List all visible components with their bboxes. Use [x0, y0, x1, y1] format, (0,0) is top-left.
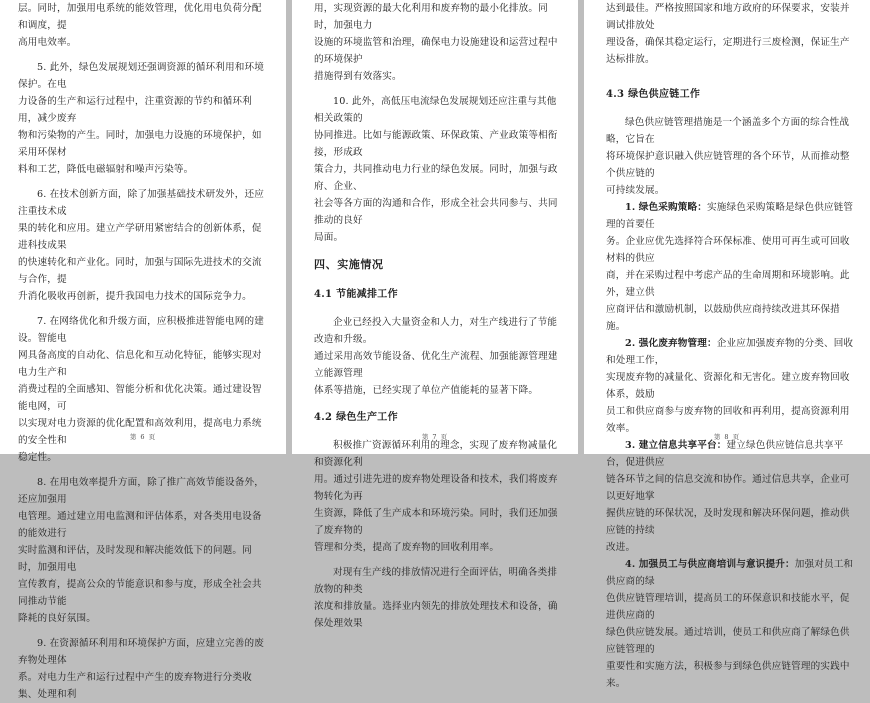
paragraph-gap — [314, 306, 564, 314]
text-line: 管理和分类，提高了废弃物的回收利用率。 — [314, 542, 500, 553]
text-line: 力设备的生产和运行过程中，注重资源的节约和循环利用，减少废弃 — [18, 96, 252, 124]
paragraph-gap — [314, 399, 564, 407]
text-line: 务。企业应优先选择符合环保标准、使用可再生或可回收材料的供应 — [606, 236, 850, 264]
page-number: 第 8 页 — [713, 433, 741, 441]
item-lead-label: 4. 加强员工与供应商培训与意识提升： — [625, 559, 795, 570]
paragraph-first-line: 8. 在用电效率提升方面，除了推广高效节能设备外，还应加强用 — [18, 477, 265, 505]
text-line: 商，并在采购过程中考虑产品的生命周期和环境影响。此外，建立供 — [606, 270, 850, 298]
page-body — [314, 0, 564, 632]
text-line: 果的转化和应用。建立产学研用紧密结合的创新体系，促进科技成果 — [18, 223, 262, 251]
text-line: 降耗的良好氛围。 — [18, 613, 96, 624]
paragraph-gap — [606, 76, 856, 84]
item-lead-label: 2. 强化废弃物管理： — [625, 338, 717, 349]
paragraph-first-line: 9. 在资源循环利用和环境保护方面，应建立完善的废弃物处理体 — [18, 638, 265, 666]
text-line: 通过采用高效节能设备、优化生产流程、加强能源管理建立能源管理 — [314, 351, 558, 379]
text-line: 绿色供应链发展。通过培训，使员工和供应商了解绿色供应链管理的 — [606, 627, 850, 655]
subsection-heading: 4.1 节能减排工作 — [314, 289, 398, 300]
text-line: 策合力，共同推动电力行业的绿色发展。同时，加强与政府、企业、 — [314, 164, 558, 192]
text-line: 稳定性。 — [18, 452, 57, 463]
paragraph-gap — [606, 106, 856, 114]
page-body — [606, 0, 856, 692]
text-line: 达到最佳。严格按照国家和地方政府的环保要求，安装并调试排放处 — [606, 3, 850, 31]
numbered-item-line — [606, 437, 856, 471]
numbered-item-line — [606, 199, 856, 233]
text-line: 实现废弃物的减量化、资源化和无害化。建立废弃物回收体系，鼓励 — [606, 372, 850, 400]
paragraph-gap — [18, 627, 264, 635]
text-line: 物和污染物的产生。同时，加强电力设施的环境保护，如采用环保材 — [18, 130, 262, 158]
text-line: 电管理。通过建立用电监测和评估体系，对各类用电设备的能效进行 — [18, 511, 262, 539]
document-page-8 — [584, 0, 870, 689]
subsection-heading: 4.3 绿色供应链工作 — [606, 89, 701, 100]
text-line: 系。对电力生产和运行过程中产生的废弃物进行分类收集、处理和利 — [18, 672, 252, 700]
text-line: 消费过程的全面感知、智能分析和优化决策。通过建设智能电网，可 — [18, 384, 262, 412]
numbered-item-line — [606, 556, 856, 590]
paragraph-first-line: 10. 此外，高低压电流绿色发展规划还应注重与其他相关政策的 — [314, 96, 557, 124]
item-text: 建立绿色供应链信息共享平台，促进供应 — [606, 440, 844, 468]
item-text: 企业应加强废弃物的分类、回收和处理工作， — [606, 338, 854, 366]
text-line: 链各环节之间的信息交流和协作。通过信息共享，企业可以更好地掌 — [606, 474, 850, 502]
text-line: 高用电效率。 — [18, 37, 77, 48]
paragraph-gap — [314, 556, 564, 564]
subsection-heading: 4.2 绿色生产工作 — [314, 412, 398, 423]
text-line: 浓度和排放量。选择业内领先的排放处理技术和设备，确保处理效果 — [314, 601, 558, 629]
paragraph-gap — [606, 68, 856, 76]
paragraph-gap — [314, 276, 564, 284]
numbered-item-line — [606, 335, 856, 369]
paragraph-gap — [314, 85, 564, 93]
text-line: 措施得到有效落实。 — [314, 71, 402, 82]
page-number: 第 6 页 — [129, 433, 157, 441]
text-line: 局面。 — [314, 232, 344, 243]
item-lead-label: 3. 建立信息共享平台： — [625, 440, 727, 451]
text-line: 协同推进。比如与能源政策、环保政策、产业政策等相衔接，形成政 — [314, 130, 558, 158]
text-line: 以实现对电力资源的优化配置和高效利用，提高电力系统的安全性和 — [18, 418, 262, 446]
text-line: 应商评估和激励机制，以鼓励供应商持续改进其环保措施。 — [606, 304, 840, 332]
page-number: 第 7 页 — [421, 433, 449, 441]
paragraph-first-line: 5. 此外，绿色发展规划还强调资源的循环利用和环境保护。在电 — [18, 62, 265, 90]
page-body — [18, 0, 264, 703]
text-line: 重要性和实施方法，积极参与到绿色供应链管理的实践中来。 — [606, 661, 850, 689]
item-text: 加强对员工和供应商的绿 — [606, 559, 854, 587]
item-text: 实施绿色采购策略是绿色供应链管理的首要任 — [606, 202, 854, 230]
text-line: 可持续发展。 — [606, 185, 665, 196]
text-line: 的快速转化和产业化。同时，加强与国际先进技术的交流与合作，提 — [18, 257, 262, 285]
paragraph-gap — [18, 305, 264, 313]
text-line: 用。通过引进先进的废弃物处理设备和技术，我们将废弃物转化为再 — [314, 474, 558, 502]
paragraph-first-line: 对现有生产线的排放情况进行全面评估，明确各类排放物的种类 — [314, 567, 558, 595]
text-line: 改进。 — [606, 542, 636, 553]
text-line: 实时监测和评估，及时发现和解决能效低下的问题。同时，加强用电 — [18, 545, 252, 573]
text-line: 生资源，降低了生产成本和环境污染。同时，我们还加强了废弃物的 — [314, 508, 558, 536]
section-heading: 四、实施情况 — [314, 258, 384, 271]
text-line: 层。同时，加强用电系统的能效管理，优化用电负荷分配和调度，提 — [18, 3, 262, 31]
paragraph-gap — [18, 51, 264, 59]
paragraph-gap — [18, 466, 264, 474]
paragraph-first-line: 企业已经投入大量资金和人力，对生产线进行了节能改造和升级。 — [314, 317, 558, 345]
paragraph-gap — [18, 178, 264, 186]
document-page-7 — [292, 0, 578, 629]
paragraph-first-line: 7. 在网络优化和升级方面，应积极推进智能电网的建设。智能电 — [18, 316, 265, 344]
item-lead-label: 1. 绿色采购策略： — [625, 202, 708, 213]
text-line: 网具备高度的自动化、信息化和互动化特征，能够实现对电力生产和 — [18, 350, 262, 378]
text-line: 色供应链管理培训，提高员工的环保意识和技能水平，促进供应商的 — [606, 593, 850, 621]
paragraph-first-line: 6. 在技术创新方面，除了加强基础技术研发外，还应注重技术成 — [18, 189, 265, 217]
text-line: 宣传教育，提高公众的节能意识和参与度，形成全社会共同推动节能 — [18, 579, 262, 607]
text-line: 体系等措施，已经实现了单位产值能耗的显著下降。 — [314, 385, 539, 396]
text-line: 将环境保护意识融入供应链管理的各个环节，从而推动整个供应链的 — [606, 151, 850, 179]
text-line: 设施的环境监管和治理，确保电力设施建设和运营过程中的环境保护 — [314, 37, 558, 65]
paragraph-gap — [314, 246, 564, 254]
document-page-6 — [0, 0, 286, 700]
paragraph-first-line: 积极推广资源循环利用的理念，实现了废弃物减量化和资源化利 — [314, 440, 558, 468]
text-line: 理设备，确保其稳定运行，定期进行三废检测，保证生产达标排放。 — [606, 37, 850, 65]
text-line: 握供应链的环保状况，及时发现和解决环保问题，推动供应链的持续 — [606, 508, 850, 536]
paragraph-first-line: 绿色供应链管理措施是一个涵盖多个方面的综合性战略，它旨在 — [606, 117, 850, 145]
text-line: 用，实现资源的最大化利用和废弃物的最小化排放。同时，加强电力 — [314, 3, 548, 31]
text-line: 员工和供应商参与废弃物的回收和再利用，提高资源利用效率。 — [606, 406, 850, 434]
text-line: 社会等各方面的沟通和合作，形成全社会共同参与、共同推动的良好 — [314, 198, 558, 226]
text-line: 升消化吸收再创新，提升我国电力技术的国际竞争力。 — [18, 291, 252, 302]
text-line: 料和工艺，降低电磁辐射和噪声污染等。 — [18, 164, 194, 175]
